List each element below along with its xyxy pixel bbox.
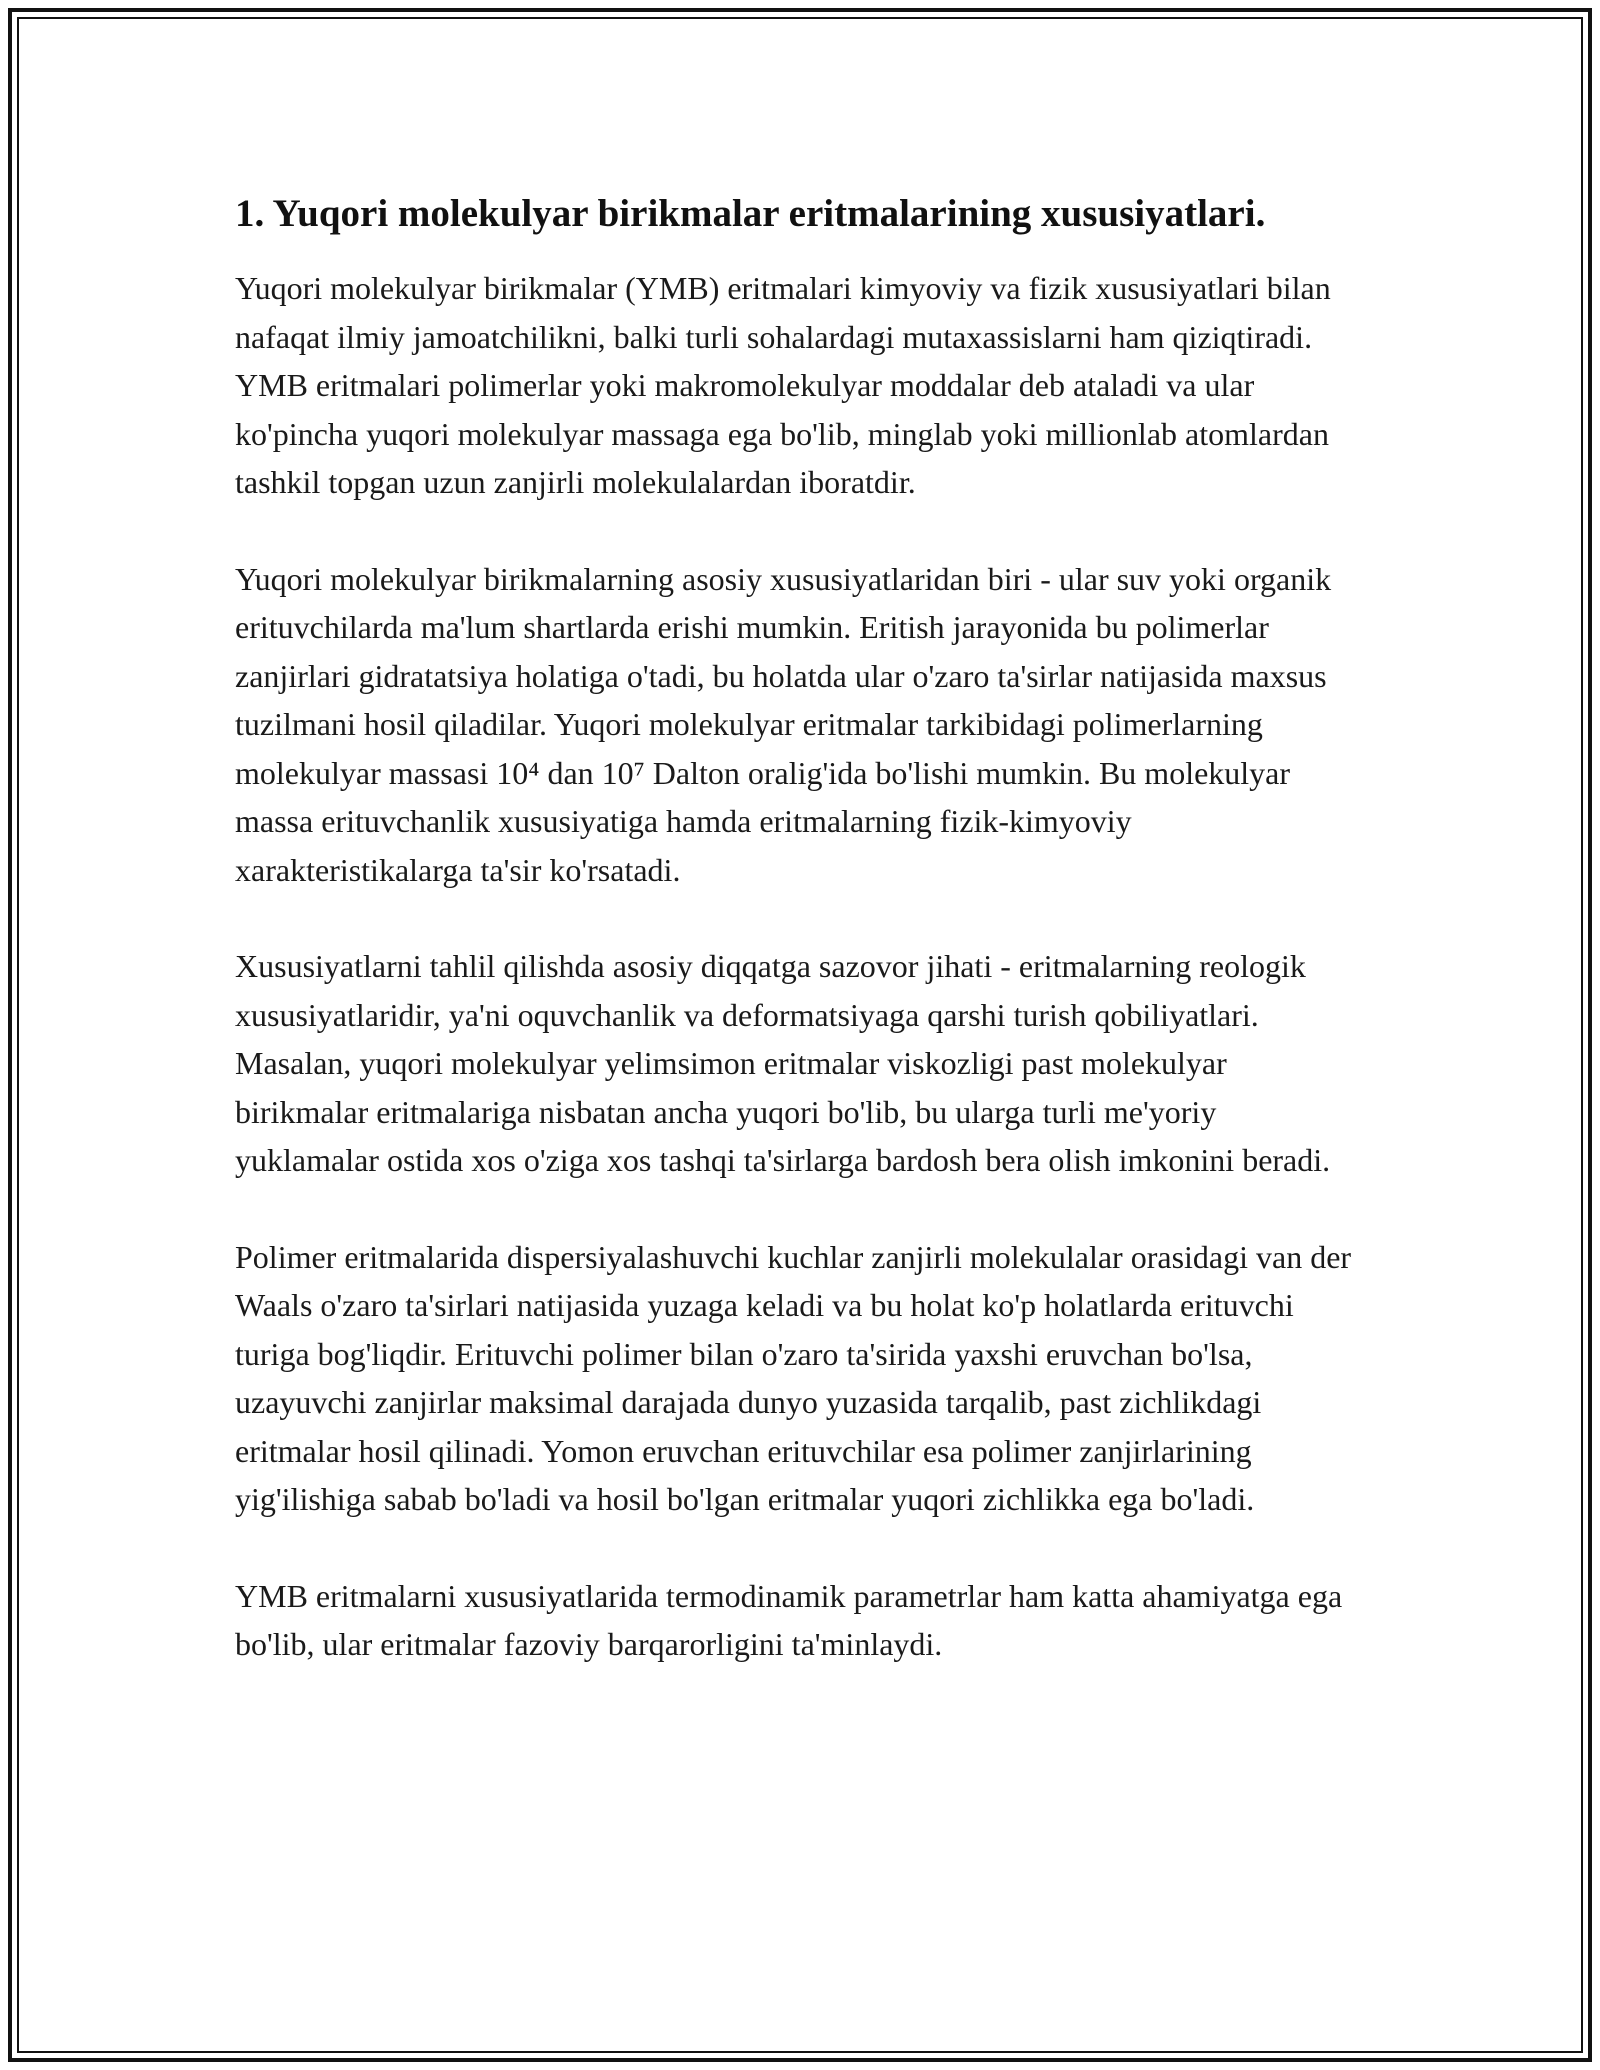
paragraph-5: YMB eritmalarni xususiyatlarida termodinamik parametrlar ham katta ahamiyatga ega bo'lib, ular eritmalar fazoviy barqarorligini ta'minlaydi.: [235, 1577, 1343, 1662]
paragraph-1: Yuqori molekulyar birikmalar (YMB) eritmalari kimyoviy va fizik xususiyatlari bilan nafaqat ilmiy jamoatchilikni, balki turli sohalardagi mutaxassislarni ham qiziqtiradi. YMB eritmalari polimerlar yoki makromolekulyar moddalar deb ataladi va ular ko'pincha yuqori molekulyar massaga ega bo'lib, minglab yoki millionlab atomlardan tashkil topgan uzun zanjirli molekulalardan iboratdir.: [235, 270, 1331, 500]
paragraph-4: Polimer eritmalarida dispersiyalashuvchi kuchlar zanjirli molekulalar orasidagi van der Waals o'zaro ta'sirlari natijasida yuzaga keladi va bu holat ko'p holatlarda erituvchi turiga bog'liqdir. Erituvchi polimer bilan o'zaro ta'sirida yaxshi eruvchan bo'lsa, uzayuvchi zanjirlar maksimal darajada dunyo yuzasida tarqalib, past zichlikdagi eritmalar hosil qilinadi. Yomon eruvchan erituvchilar esa polimer zanjirlarining yig'ilishiga sabab bo'ladi va hosil bo'lgan eritmalar yuqori zichlikka ega bo'ladi.: [235, 1238, 1352, 1517]
paragraph-3: Xususiyatlarni tahlil qilishda asosiy diqqatga sazovor jihati - eritmalarning reologik xususiyatlaridir, ya'ni oquvchanlik va deformatsiyaga qarshi turish qobiliyatlari. Masalan, yuqori molekulyar yelimsimon eritmalar viskozligi past molekulyar birikmalar eritmalariga nisbatan ancha yuqori bo'lib, bu ularga turli me'yoriy yuklamalar ostida xos o'ziga xos tashqi ta'sirlarga bardosh bera olish imkonini beradi.: [235, 948, 1331, 1178]
document-body: [235, 186, 1365, 1717]
paragraph-2: Yuqori molekulyar birikmalarning asosiy xususiyatlaridan biri - ular suv yoki organik erituvchilarda ma'lum shartlarda erishi mumkin. Eritish jarayonida bu polimerlar zanjirlari gidratatsiya holatiga o'tadi, bu holatda ular o'zaro ta'sirlar natijasida maxsus tuzilmani hosil qiladilar. Yuqori molekulyar eritmalar tarkibidagi polimerlarning molekulyar massasi 10⁴ dan 10⁷ Dalton oralig'ida bo'lishi mumkin. Bu molekulyar massa erituvchanlik xususiyatiga hamda eritmalarning fizik-kimyoviy xarakteristikalarga ta'sir ko'rsatadi.: [235, 560, 1332, 888]
document-title: 1. Yuqori molekulyar birikmalar eritmalarining xususiyatlari.: [235, 192, 1266, 235]
